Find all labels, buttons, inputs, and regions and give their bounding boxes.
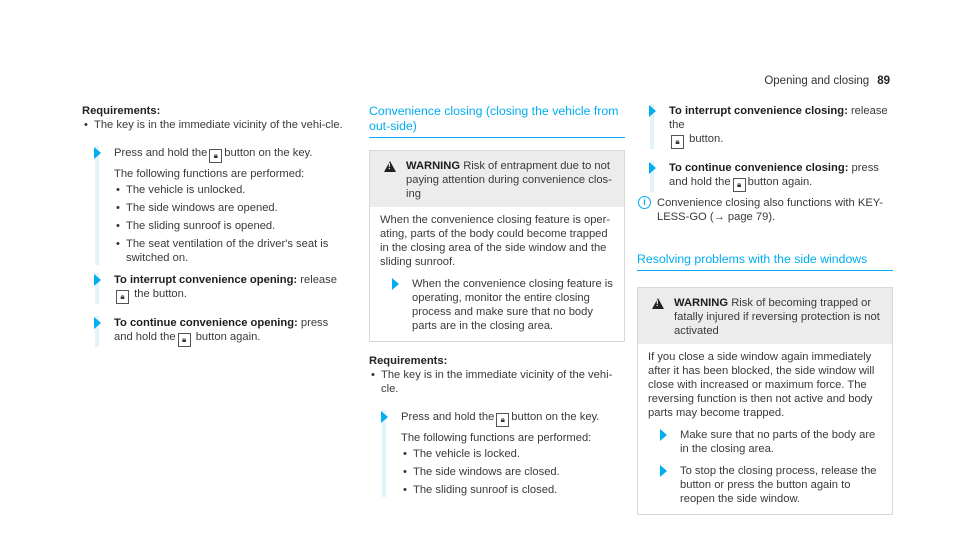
list-item: • The vehicle is unlocked. <box>114 183 344 197</box>
column-side-windows <box>637 104 893 515</box>
right-arrow-icon <box>94 147 101 159</box>
warning-body <box>370 207 624 341</box>
warning-body-text: If you close a side window again immediately after it has been blocked, the side window will close with increased or maximum force. The reversing function is then not active and body parts may become trapped. <box>648 351 875 419</box>
page-reference-arrow: → <box>713 211 725 223</box>
warning-triangle-icon <box>652 298 664 309</box>
list-item: • The vehicle is locked. <box>401 447 625 461</box>
right-arrow-icon <box>660 465 667 477</box>
warning-label: WARNING <box>406 160 461 172</box>
instruction-step <box>369 410 625 497</box>
requirements-heading: Requirements: <box>82 105 161 117</box>
column-convenience-closing <box>369 104 625 501</box>
lock-key-icon: 🔒︎ <box>209 149 222 163</box>
step-text: Press and hold the 🔒︎ button on the key. <box>401 410 625 427</box>
step-subtext: The following functions are performed: <box>114 168 305 180</box>
warning-body <box>638 344 892 514</box>
step-subtext: The following functions are performed: <box>401 432 592 444</box>
info-note: i Convenience closing also functions with KEY-LESS-GO (→ page 79). <box>637 196 893 224</box>
list-item: • The sliding sunroof is opened. <box>114 219 344 233</box>
requirements-list <box>82 118 344 132</box>
warning-box <box>369 150 625 342</box>
instruction-step <box>380 277 614 333</box>
instruction-step <box>648 464 882 506</box>
right-arrow-icon <box>381 411 388 423</box>
step-text: To interrupt convenience closing: release the 🔒︎ button. <box>669 104 893 149</box>
step-text: To interrupt convenience opening: release 🔒︎ the button. <box>114 273 344 304</box>
lock-key-icon: 🔒︎ <box>178 333 191 347</box>
list-item: • The key is in the immediate vicinity of the vehi-cle. <box>369 368 625 396</box>
page-number: 89 <box>877 75 890 87</box>
list-item: • The key is in the immediate vicinity of the vehi-cle. <box>82 118 344 132</box>
step-text: To stop the closing process, release the button or press the button again to reopen the side window. <box>680 465 877 505</box>
step-bar <box>382 410 386 497</box>
right-arrow-icon <box>660 429 667 441</box>
right-arrow-icon <box>649 105 656 117</box>
column-convenience-opening <box>82 104 344 347</box>
step-text: To continue convenience closing: press and hold the 🔒︎ button again. <box>669 161 893 192</box>
requirements-list <box>369 368 625 396</box>
lock-key-icon: 🔒︎ <box>733 178 746 192</box>
step-text: To continue convenience opening: press and hold the 🔒︎ button again. <box>114 316 344 347</box>
instruction-step <box>637 161 893 192</box>
info-icon: i <box>638 196 651 209</box>
right-arrow-icon <box>392 278 399 290</box>
page-header <box>764 74 890 88</box>
right-arrow-icon <box>649 162 656 174</box>
instruction-step <box>82 316 344 347</box>
warning-box <box>637 287 893 515</box>
lock-key-icon: 🔒︎ <box>116 290 129 304</box>
warning-header-text: Risk of becoming trapped or fatally injured if reversing protection is not activated <box>674 297 880 337</box>
warning-header <box>370 151 624 207</box>
list-item: • The side windows are closed. <box>401 465 625 479</box>
requirements-heading: Requirements: <box>369 355 448 367</box>
list-item: • The side windows are opened. <box>114 201 344 215</box>
section-title: Resolving problems with the side windows <box>637 252 893 271</box>
instruction-step <box>82 146 344 265</box>
step-text: Make sure that no parts of the body are in the closing area. <box>680 429 876 455</box>
functions-list <box>114 183 344 265</box>
lock-key-icon: 🔒︎ <box>496 413 509 427</box>
instruction-step <box>82 273 344 304</box>
functions-list <box>401 447 625 497</box>
warning-triangle-icon <box>384 161 396 172</box>
warning-header-text: Risk of entrapment due to not paying attention during convenience clos-ing <box>406 160 612 200</box>
step-text: Press and hold the 🔒︎ button on the key. <box>114 146 344 163</box>
instruction-step <box>648 428 882 456</box>
list-item: • The seat ventilation of the driver's seat is switched on. <box>114 237 344 265</box>
warning-label: WARNING <box>674 297 729 309</box>
right-arrow-icon <box>94 317 101 329</box>
header-section-title: Opening and closing <box>764 75 870 87</box>
right-arrow-icon <box>94 274 101 286</box>
list-item: • The sliding sunroof is closed. <box>401 483 625 497</box>
lock-key-icon: 🔒︎ <box>671 135 684 149</box>
section-title: Convenience closing (closing the vehicle from out-side) <box>369 104 625 138</box>
step-text: When the convenience closing feature is operating, monitor the entire closing process and make sure that no body parts are in the closing area. <box>412 278 613 332</box>
instruction-step <box>637 104 893 149</box>
warning-header <box>638 288 892 344</box>
warning-body-text: When the convenience closing feature is oper-ating, parts of the body could become trapped in the closing area of the side window and the sliding sunroof. <box>380 214 611 268</box>
step-bar <box>95 146 99 265</box>
